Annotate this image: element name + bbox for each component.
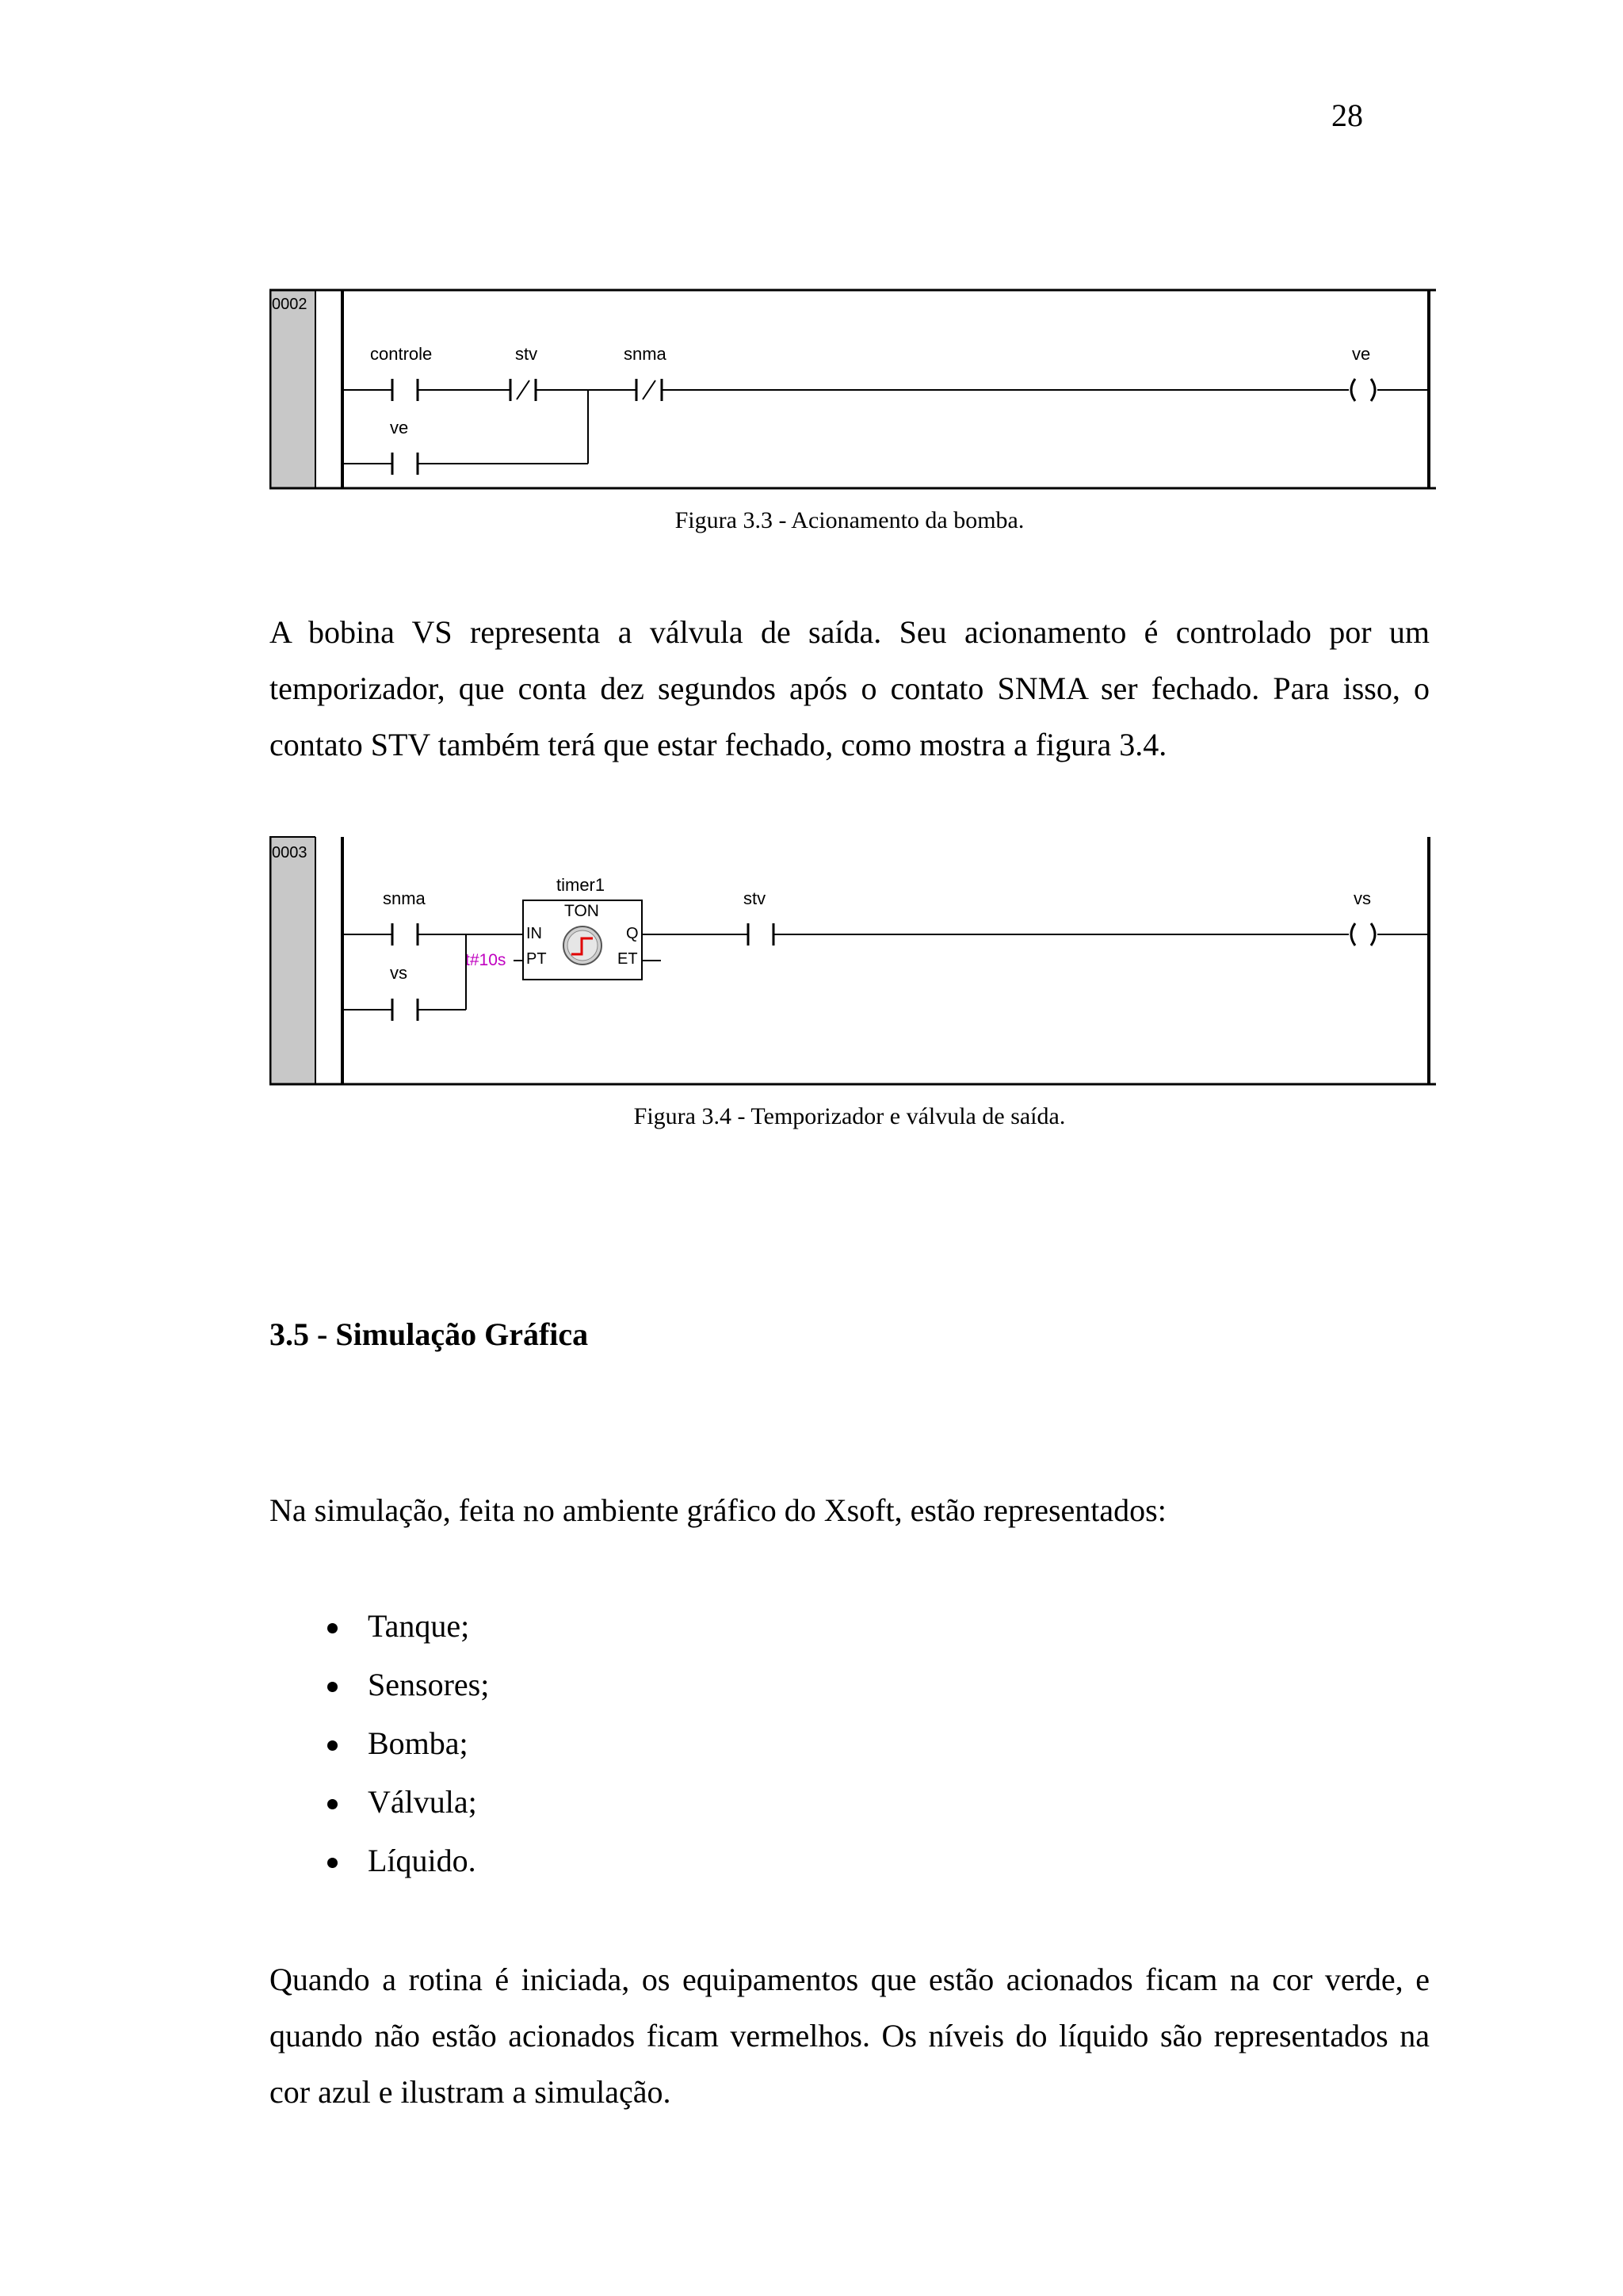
list-item: Tanque; [269,1597,489,1656]
contact-vs [390,963,418,1021]
ladder-diagram-fig-3-3 [269,287,1436,495]
label-ve-coil: ve [1352,344,1371,364]
label-stv: stv [515,344,538,364]
bullet-icon [327,1740,338,1751]
pin-q: Q [626,925,639,942]
timer-name: timer1 [556,875,605,895]
bullet-icon [327,1623,338,1633]
label-stv: stv [743,888,766,908]
contact-stv [743,888,773,946]
list-item: Sensores; [269,1656,489,1714]
pin-pt: PT [526,950,547,968]
bullet-icon [327,1858,338,1868]
bullet-icon [327,1799,338,1809]
rung-margin [269,837,315,1084]
caption-fig-3-3: Figura 3.3 - Acionamento da bomba. [674,507,1025,533]
contact-snma [383,888,426,946]
list-item: Válvula; [269,1773,489,1832]
list-item: Bomba; [269,1714,489,1773]
coil-vs [1351,888,1375,946]
rung-margin [269,290,315,488]
timer-type: TON [564,902,599,920]
contact-stv-nc [510,344,537,401]
caption-fig-3-4: Figura 3.4 - Temporizador e válvula de saída. [633,1103,1066,1129]
list-item: Líquido. [269,1832,489,1890]
label-vs-coil: vs [1354,888,1371,908]
page-number: 28 [1331,97,1363,133]
paragraph-3: Quando a rotina é iniciada, os equipamentos que estão acionados ficam na cor verde, e quando não estão acionados ficam vermelhos. Os níveis do líquido são representados na cor azul e ilustram a simulação. [269,1962,1430,2110]
timer-block [523,875,642,980]
label-snma: snma [624,344,666,364]
label-snma: snma [383,888,426,908]
ladder-diagram-fig-3-4 [269,834,1436,1087]
label-controle: controle [370,344,433,364]
pin-et: ET [617,950,638,968]
paragraph-2: Na simulação, feita no ambiente gráfico do Xsoft, estão representados: [269,1492,1167,1528]
clock-icon [563,926,601,965]
rung-number: 0003 [272,844,307,861]
section-heading: 3.5 - Simulação Gráfica [269,1316,589,1352]
contact-ve [390,418,418,475]
contact-controle [370,344,432,401]
bullet-list [269,1597,489,1890]
bullet-icon [327,1682,338,1692]
label-ve-contact: ve [390,418,409,437]
preset-value: t#10s [465,951,506,969]
label-vs-contact: vs [390,963,407,983]
contact-snma-nc [624,344,667,401]
rung-number: 0002 [272,296,307,313]
paragraph-1: A bobina VS representa a válvula de saída. Seu acionamento é controlado por um temporizador, que conta dez segundos após o contato SNMA ser fechado. Para isso, o contato STV também terá que estar fechado, como mostra a figura 3.4. [269,614,1430,762]
coil-ve [1351,344,1375,401]
pin-in: IN [526,925,542,942]
